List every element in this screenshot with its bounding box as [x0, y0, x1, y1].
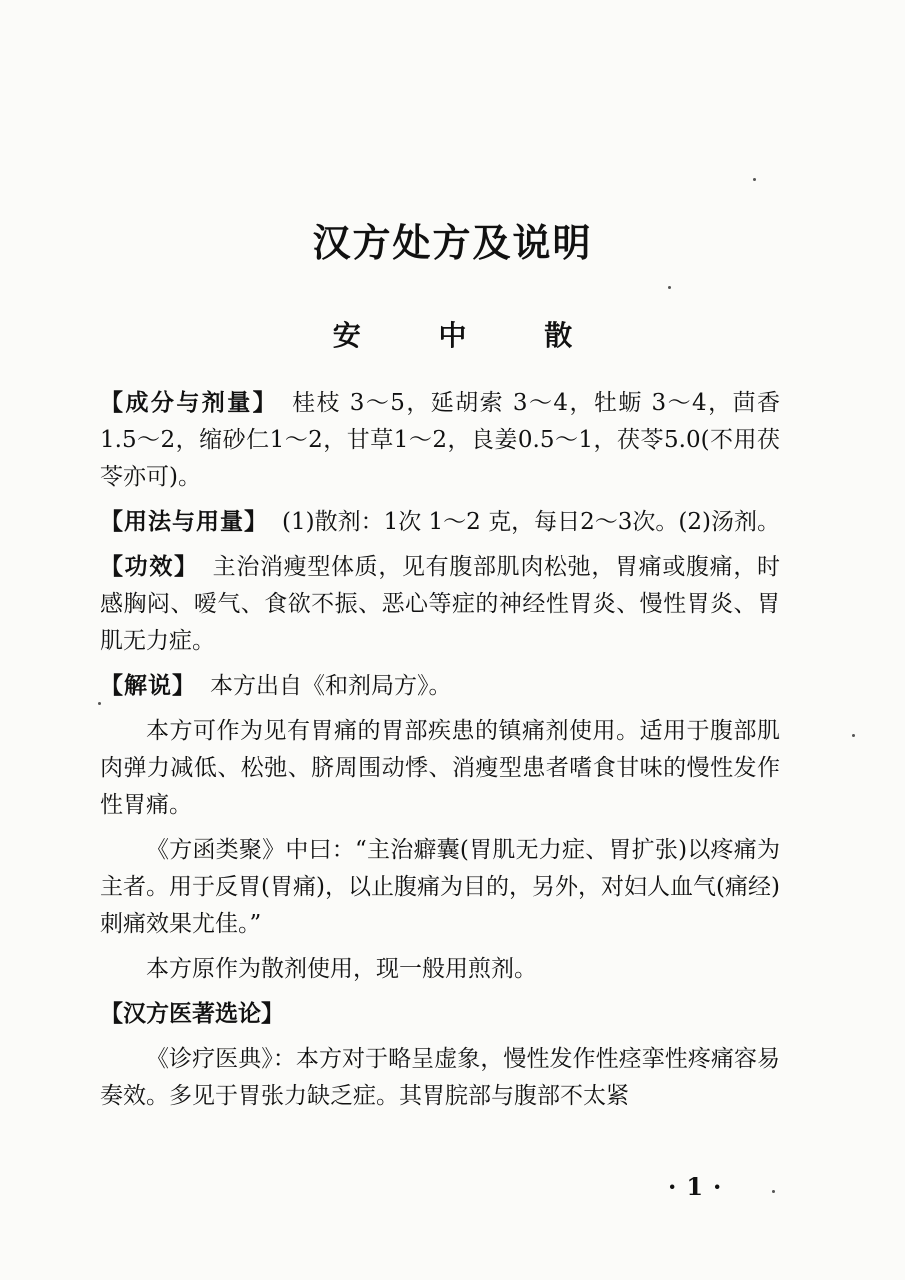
explanation-body-paragraph: 本方可作为见有胃痛的胃部疾患的镇痛剂使用。适用于腹部肌肉弹力减低、松弛、脐周围动悸、消瘦型患者嗜食甘味的慢性发作性胃痛。 [100, 718, 780, 818]
scan-speck [753, 178, 756, 181]
efficacy-text: 主治消瘦型体质，见有腹部肌肉松弛，胃痛或腹痛，时感胸闷、嗳气、食欲不振、恶心等症的神经性胃炎、慢性胃炎、胃肌无力症。 [100, 554, 781, 654]
dosage-form-paragraph: 本方原作为散剂使用，现一般用煎剂。 [146, 956, 537, 982]
scan-speck [98, 702, 101, 705]
quotation-paragraph: 《方函类聚》中曰：“主治癖囊(胃肌无力症、胃扩张)以疼痛为主者。用于反胃(胃痛)，以止腹痛为目的，另外，对妇人血气(痛经)刺痛效果尤佳。” [100, 837, 780, 937]
scan-speck [668, 286, 671, 289]
explanation-paragraph [100, 668, 780, 705]
content-body [100, 385, 780, 1123]
page-title: 汉方处方及说明 [312, 220, 593, 265]
ingredients-label: 【成分与剂量】 [100, 390, 279, 416]
treatises-paragraph: 《诊疗医典》：本方对于略呈虚象，慢性发作性痉挛性疼痛容易奏效。多见于胃张力缺乏症。其胃脘部与腹部不太紧 [100, 1046, 780, 1109]
efficacy-paragraph [100, 549, 780, 660]
prescription-title: 安 中 散 [332, 319, 607, 352]
page-number: ·1· [668, 1172, 732, 1201]
usage-label: 【用法与用量】 [100, 509, 268, 535]
efficacy-label: 【功效】 [100, 554, 199, 580]
treatises-heading: 【汉方医著选论】 [100, 1001, 284, 1027]
scan-speck [852, 734, 855, 737]
explanation-label: 【解说】 [100, 673, 196, 699]
usage-text: (1)散剂：1次 1～2 克，每日2～3次。(2)汤剂。 [282, 509, 780, 535]
scan-speck [772, 1190, 775, 1193]
usage-paragraph [100, 504, 780, 541]
ingredients-text: 桂枝 3～5，延胡索 3～4，牡蛎 3～4，茴香 1.5～2，缩砂仁1～2，甘草1～2，良姜0.5～1，茯苓5.0(不用茯苓亦可)。 [100, 390, 781, 490]
ingredients-paragraph [100, 385, 780, 496]
explanation-text: 本方出自《和剂局方》。 [210, 673, 452, 699]
